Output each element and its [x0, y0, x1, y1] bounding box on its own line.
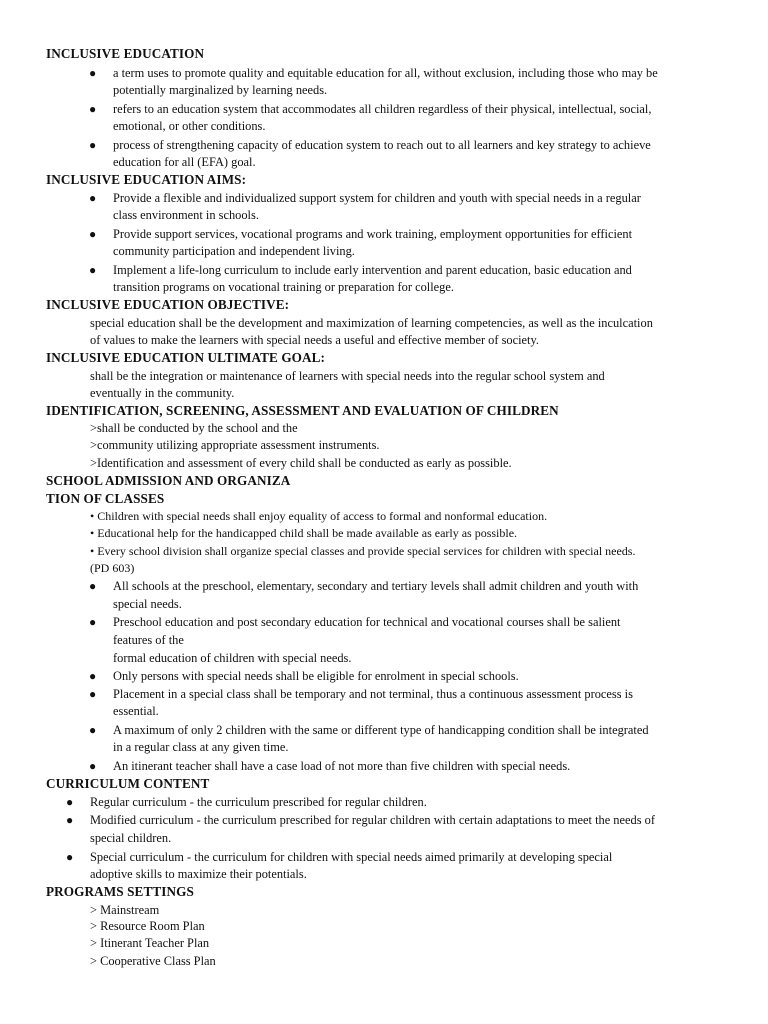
bullet-icon: ●: [89, 138, 97, 152]
bullet-icon: ●: [89, 102, 97, 116]
list-item-text: An itinerant teacher shall have a case load of not more than five children with special needs.: [113, 759, 571, 773]
list-item-text: transition programs on vocational training or preparation for college.: [113, 280, 454, 294]
bullet-icon: ●: [89, 263, 97, 277]
bullet-icon: ●: [66, 795, 74, 809]
list-item-text: All schools at the preschool, elementary, secondary and tertiary levels shall admit children and youth with: [113, 579, 639, 593]
paragraph-line: of values to make the learners with special needs a useful and effective member of society.: [90, 333, 539, 347]
paragraph-line: >Identification and assessment of every child shall be conducted as early as possible.: [90, 456, 512, 470]
list-item-text: Only persons with special needs shall be eligible for enrolment in special schools.: [113, 669, 519, 683]
paragraph-line: shall be the integration or maintenance of learners with special needs into the regular school system and: [90, 369, 605, 383]
heading-admission-continued: TION OF CLASSES: [46, 491, 165, 506]
bullet-icon: ●: [89, 227, 97, 241]
list-item-text: Provide support services, vocational programs and work training, employment opportunities for efficient: [113, 227, 633, 241]
bullet-icon: ●: [89, 66, 97, 80]
bullet-icon: ●: [89, 615, 97, 629]
paragraph-line: > Itinerant Teacher Plan: [90, 936, 210, 950]
paragraph-line: >community utilizing appropriate assessment instruments.: [90, 438, 380, 452]
heading-identification: IDENTIFICATION, SCREENING, ASSESSMENT AND EVALUATION OF CHILDREN: [46, 403, 559, 418]
heading-aims: INCLUSIVE EDUCATION AIMS:: [46, 172, 247, 187]
list-item-text: special needs.: [113, 597, 182, 611]
paragraph-line: >shall be conducted by the school and the: [90, 421, 298, 435]
heading-objective: INCLUSIVE EDUCATION OBJECTIVE:: [46, 297, 290, 312]
list-item-text: Provide a flexible and individualized support system for children and youth with special needs in a regular: [113, 191, 641, 205]
heading-curriculum: CURRICULUM CONTENT: [46, 776, 210, 791]
heading-programs: PROGRAMS SETTINGS: [46, 884, 194, 899]
list-item-text: Special curriculum - the curriculum for children with special needs aimed primarily at developing special: [90, 850, 613, 864]
list-item-text: Preschool education and post secondary education for technical and vocational courses shall be salient: [113, 615, 621, 629]
paragraph-line: special education shall be the development and maximization of learning competencies, as well as the inculcation: [90, 316, 653, 330]
bullet-icon: ●: [89, 687, 97, 701]
paragraph-line: > Cooperative Class Plan: [90, 954, 216, 968]
list-item-text: features of the: [113, 633, 184, 647]
list-item-text: community participation and independent living.: [113, 244, 355, 258]
paragraph-line: > Mainstream: [90, 903, 160, 917]
heading-inclusive-education: INCLUSIVE EDUCATION: [46, 46, 205, 61]
list-item-text: refers to an education system that accommodates all children regardless of their physical, intellectual, social,: [113, 102, 652, 116]
bullet-icon: ●: [89, 759, 97, 773]
list-item-text: emotional, or other conditions.: [113, 119, 266, 133]
list-item-text: process of strengthening capacity of education system to reach out to all learners and key strategy to achieve: [113, 138, 651, 152]
list-item-text: Placement in a special class shall be temporary and not terminal, thus a continuous assessment process is: [113, 687, 633, 701]
paragraph-line: (PD 603): [90, 561, 135, 575]
bullet-icon: ●: [89, 669, 97, 683]
paragraph-line: • Children with special needs shall enjoy equality of access to formal and nonformal education.: [90, 509, 548, 523]
list-item-text: a term uses to promote quality and equitable education for all, without exclusion, including those who may be: [113, 66, 658, 80]
paragraph-line: > Resource Room Plan: [90, 919, 205, 933]
paragraph-line: • Every school division shall organize special classes and provide special services for children with special needs.: [90, 544, 636, 558]
paragraph-line: eventually in the community.: [90, 386, 235, 400]
bullet-icon: ●: [66, 850, 74, 864]
list-item-text: class environment in schools.: [113, 208, 259, 222]
list-item-text: A maximum of only 2 children with the same or different type of handicapping condition shall be integrated: [113, 723, 649, 737]
list-item-text: formal education of children with special needs.: [113, 651, 352, 665]
list-item-text: education for all (EFA) goal.: [113, 155, 256, 169]
bullet-icon: ●: [89, 579, 97, 593]
list-item-text: in a regular class at any given time.: [113, 740, 289, 754]
list-item-text: potentially marginalized by learning needs.: [113, 83, 328, 97]
list-item-text: Implement a life-long curriculum to include early intervention and parent education, basic education and: [113, 263, 632, 277]
list-item-text: special children.: [90, 831, 172, 845]
bullet-icon: ●: [89, 723, 97, 737]
list-item-text: Regular curriculum - the curriculum prescribed for regular children.: [90, 795, 427, 809]
list-item-text: essential.: [113, 704, 159, 718]
list-item-text: adoptive skills to maximize their potentials.: [90, 867, 307, 881]
list-item-text: Modified curriculum - the curriculum prescribed for regular children with certain adaptations to meet the needs of: [90, 813, 655, 827]
heading-ultimate-goal: INCLUSIVE EDUCATION ULTIMATE GOAL:: [46, 350, 326, 365]
heading-admission: SCHOOL ADMISSION AND ORGANIZA: [46, 473, 291, 488]
paragraph-line: • Educational help for the handicapped child shall be made available as early as possible.: [90, 526, 518, 540]
bullet-icon: ●: [66, 813, 74, 827]
bullet-icon: ●: [89, 191, 97, 205]
